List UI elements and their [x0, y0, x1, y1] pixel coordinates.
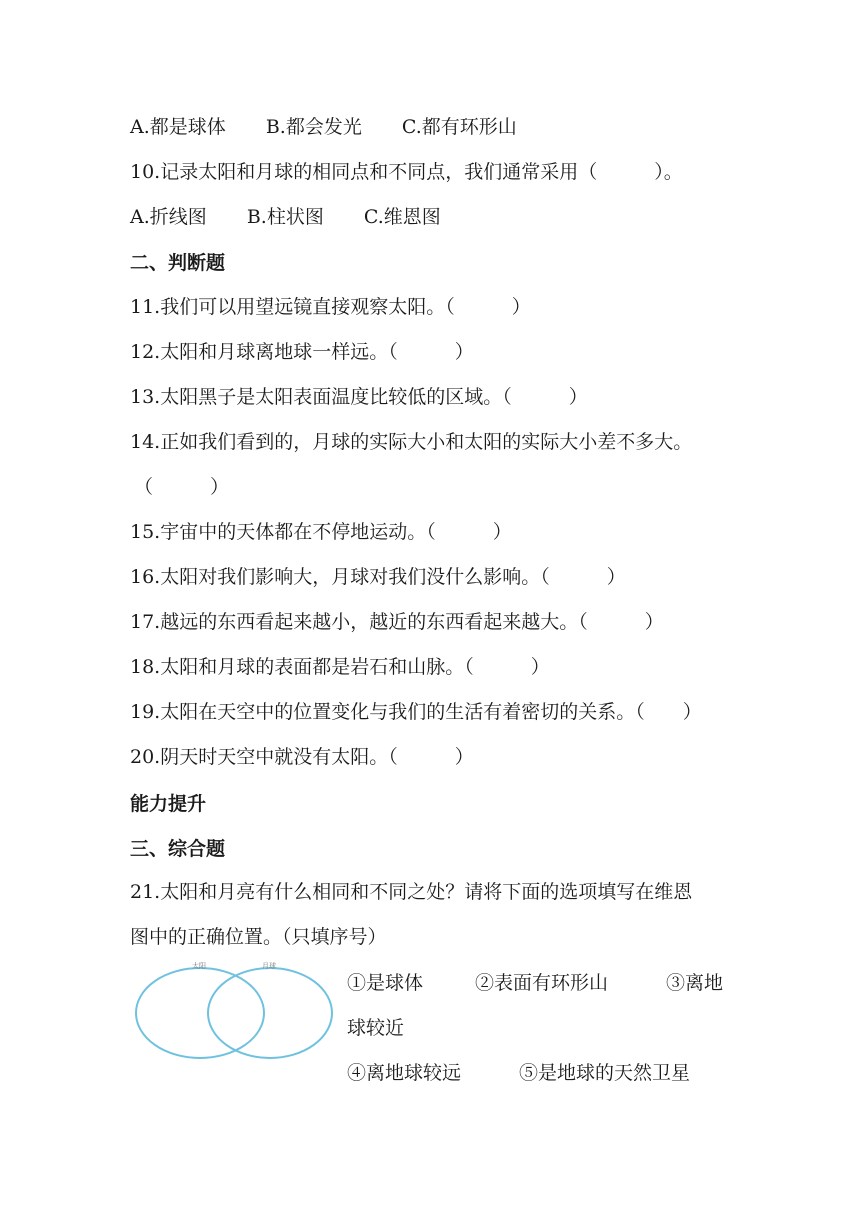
judgment-item: 20.阴天时天空中就没有太阳。（ ）	[130, 746, 474, 768]
venn-diagram	[130, 960, 338, 1062]
venn-label-sun: 太阳	[192, 962, 206, 970]
venn-circle-moon	[208, 968, 332, 1058]
q10-option-a: A.折线图	[130, 206, 207, 228]
judgment-item: 13.太阳黑子是太阳表面温度比较低的区域。（ ）	[130, 386, 588, 408]
q10-option-b: B.柱状图	[246, 206, 324, 228]
judgment-item: 19.太阳在天空中的位置变化与我们的生活有着密切的关系。（ ）	[130, 701, 702, 723]
judgment-item: 18.太阳和月球的表面都是岩石和山脉。（ ）	[130, 656, 550, 678]
judgment-item: 14.正如我们看到的，月球的实际大小和太阳的实际大小差不多大。	[130, 431, 693, 453]
section-title-ability: 能力提升	[130, 793, 207, 815]
q21-choice-3-continuation: 球较近	[347, 1017, 405, 1039]
judgment-item: 17.越远的东西看起来越小，越近的东西看起来越大。（ ）	[130, 611, 664, 633]
q9-option-b: B.都会发光	[265, 116, 362, 138]
q21-choice-4: ④离地球较远	[347, 1062, 462, 1084]
q21-choice-5: ⑤是地球的天然卫星	[519, 1062, 691, 1084]
q10-option-c: C.维恩图	[363, 206, 441, 228]
section-title-judgment: 二、判断题	[130, 252, 226, 274]
venn-circle-sun	[136, 968, 264, 1058]
judgment-item: 11.我们可以用望远镜直接观察太阳。（ ）	[130, 296, 531, 318]
q21-stem-line2: 图中的正确位置。（只填序号）	[130, 926, 387, 948]
q21-choice-3: ③离地	[666, 972, 724, 994]
q21-stem-line1: 21.太阳和月亮有什么相同和不同之处？请将下面的选项填写在维恩	[130, 881, 693, 903]
judgment-item: 12.太阳和月球离地球一样远。（ ）	[130, 341, 474, 363]
q21-choice-1: ①是球体	[347, 972, 424, 994]
q10-options	[130, 205, 441, 229]
judgment-item: 15.宇宙中的天体都在不停地运动。（ ）	[130, 521, 512, 543]
q9-options	[130, 115, 517, 139]
section-title-comprehensive: 三、综合题	[130, 838, 226, 860]
q9-option-c: C.都有环形山	[401, 116, 517, 138]
judgment-item-continuation: （ ）	[134, 476, 230, 498]
q9-option-a: A.都是球体	[130, 116, 226, 138]
q21-choice-2: ②表面有环形山	[475, 972, 609, 994]
venn-label-moon: 月球	[262, 962, 276, 970]
judgment-item: 16.太阳对我们影响大，月球对我们没什么影响。（ ）	[130, 566, 626, 588]
q10-stem: 10.记录太阳和月球的相同点和不同点，我们通常采用（ ）。	[130, 161, 683, 183]
